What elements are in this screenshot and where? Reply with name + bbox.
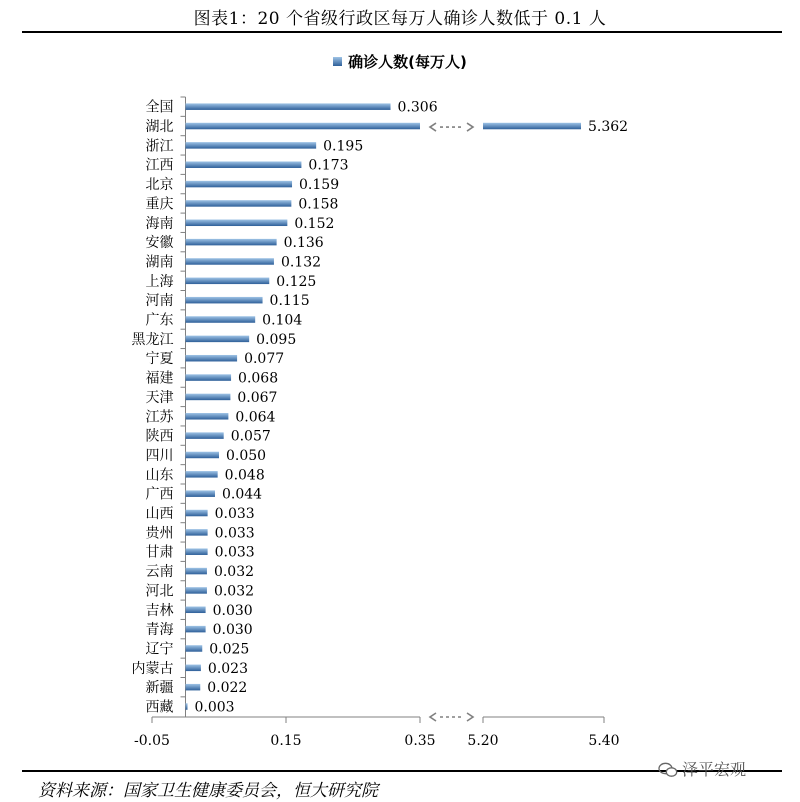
watermark [658, 757, 746, 780]
bar [483, 123, 581, 129]
data-label: 0.104 [262, 312, 303, 329]
bar [186, 510, 208, 517]
data-label: 0.003 [194, 699, 235, 716]
data-label: 0.158 [298, 196, 339, 213]
axis-break-arrow-left [430, 713, 436, 721]
category-label: 黑龙江 [131, 331, 174, 348]
bar [186, 626, 206, 633]
wechat-icon [658, 762, 678, 778]
data-label: 0.023 [207, 660, 249, 677]
data-label: 0.050 [226, 447, 267, 464]
category-label: 湖北 [145, 119, 174, 136]
source-note: 资料来源：国家卫生健康委员会，恒大研究院 [38, 781, 378, 801]
category-label: 广西 [145, 486, 174, 503]
data-label: 0.132 [280, 254, 322, 271]
data-label: 0.032 [213, 564, 255, 581]
data-label: 0.064 [235, 409, 276, 426]
bar [186, 665, 201, 672]
data-label: 0.025 [209, 641, 250, 658]
bar [186, 452, 220, 459]
x-tick-label: 0.35 [404, 733, 436, 749]
category-label: 江苏 [145, 409, 174, 426]
bar [186, 336, 250, 343]
category-label: 云南 [145, 564, 174, 581]
bar [186, 432, 224, 439]
category-label: 山东 [145, 467, 174, 484]
category-label: 全国 [145, 99, 174, 116]
bar [186, 123, 421, 129]
data-label: 0.152 [294, 215, 335, 232]
data-label: 0.067 [237, 389, 278, 406]
bar [186, 316, 256, 323]
category-label: 重庆 [145, 196, 174, 213]
category-label: 福建 [145, 370, 174, 387]
data-label: 0.057 [230, 428, 271, 445]
bar [186, 161, 302, 168]
category-label: 贵州 [145, 525, 174, 542]
bar [186, 374, 232, 381]
data-label: 0.125 [276, 273, 317, 290]
legend-label: 确诊人数(每万人) [348, 53, 467, 71]
bar [186, 258, 274, 265]
bar [186, 239, 277, 246]
category-label: 上海 [145, 273, 174, 290]
axis-break-arrow-right [467, 713, 473, 721]
category-label: 江西 [145, 157, 174, 174]
bar [186, 220, 288, 227]
data-label: 0.032 [213, 583, 255, 600]
bar [186, 181, 293, 188]
category-label: 海南 [145, 215, 174, 232]
category-label: 甘肃 [145, 544, 174, 561]
data-label: 0.033 [214, 544, 255, 561]
bar [186, 703, 188, 710]
data-label: 5.362 [588, 119, 629, 136]
bar [186, 278, 270, 285]
x-tick-label: 5.40 [588, 733, 620, 749]
chart-title: 图表1：20 个省级行政区每万人确诊人数低于 0.1 人 [193, 9, 607, 29]
bar [186, 297, 263, 304]
bar [186, 645, 203, 652]
bar [186, 355, 238, 362]
data-label: 0.306 [397, 99, 438, 116]
data-label: 0.030 [212, 602, 253, 619]
category-label: 辽宁 [145, 641, 174, 658]
bar [186, 142, 317, 149]
category-label: 河北 [145, 583, 174, 600]
bar [186, 607, 206, 614]
bar [186, 394, 231, 401]
category-label: 湖南 [145, 254, 174, 271]
data-label: 0.048 [224, 467, 265, 484]
watermark-text: 泽平宏观 [682, 760, 747, 779]
bar [186, 200, 292, 207]
data-label: 0.159 [299, 177, 340, 194]
category-label: 吉林 [145, 602, 174, 619]
bar [186, 587, 207, 594]
category-label: 内蒙古 [131, 660, 174, 677]
data-label: 0.022 [207, 680, 248, 697]
data-label: 0.136 [283, 235, 324, 252]
x-tick-label: 5.20 [467, 733, 499, 749]
category-label: 山西 [145, 506, 174, 523]
data-label: 0.195 [323, 138, 364, 155]
category-label: 北京 [145, 177, 174, 194]
bar [186, 548, 208, 555]
bar [186, 413, 229, 420]
category-label: 河南 [145, 293, 174, 310]
data-label: 0.077 [244, 351, 285, 368]
category-label: 宁夏 [145, 351, 174, 368]
category-label: 安徽 [145, 235, 174, 252]
bar [186, 471, 218, 478]
category-label: 广东 [145, 312, 174, 329]
data-label: 0.095 [256, 331, 297, 348]
bar [186, 568, 207, 575]
x-tick-label: 0.15 [270, 733, 302, 749]
data-label: 0.033 [214, 525, 255, 542]
category-label: 陕西 [145, 428, 174, 445]
data-label: 0.033 [214, 506, 255, 523]
category-label: 新疆 [145, 680, 174, 697]
category-label: 青海 [145, 622, 174, 639]
bar [186, 529, 208, 536]
x-tick-label: -0.05 [134, 733, 170, 749]
bar [186, 103, 391, 110]
data-label: 0.044 [221, 486, 263, 503]
data-label: 0.068 [238, 370, 279, 387]
bar [186, 684, 201, 691]
bar [186, 490, 215, 497]
data-label: 0.030 [212, 622, 253, 639]
axis-break-arrow-right [467, 123, 473, 131]
category-label: 天津 [145, 389, 174, 406]
axis-break-arrow-left [430, 123, 436, 131]
data-label: 0.115 [269, 293, 310, 310]
category-label: 浙江 [145, 138, 174, 155]
data-label: 0.173 [308, 157, 349, 174]
category-label: 四川 [145, 447, 174, 464]
category-label: 西藏 [145, 699, 174, 716]
